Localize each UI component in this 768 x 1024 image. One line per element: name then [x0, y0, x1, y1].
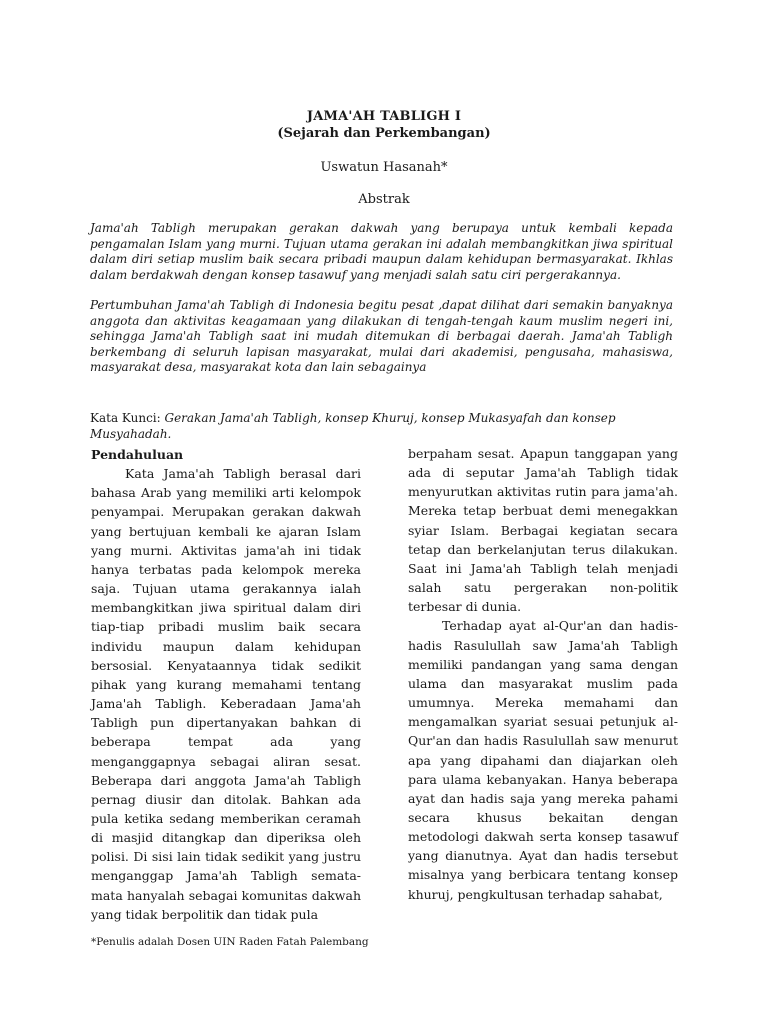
body-column-left — [91, 445, 361, 924]
body-column-right — [408, 444, 678, 904]
paper-subtitle: (Sejarah dan Perkembangan) — [277, 126, 491, 141]
keywords — [90, 410, 690, 442]
author-footnote: *Penulis adalah Dosen UIN Raden Fatah Palembang — [91, 936, 369, 948]
abstract-paragraph-2: Pertumbuhan Jama'ah Tabligh di Indonesia begitu pesat ,dapat dilihat dari semakin banyaknya anggota dan aktivitas keagamaan yang dilakukan di tengah-tengah kaum muslim negeri ini, sehingga Jama'ah Tabligh saat ini mudah ditemukan di berbagai daerah. Jama'ah Tabligh berkembang di seluruh lapisan masyarakat, mulai dari akademisi, pengusaha, mahasiswa, masyarakat desa, masyarakat kota dan lain sebagainya — [90, 298, 673, 374]
section-heading: Pendahuluan — [91, 447, 184, 462]
keywords-label: Kata Kunci: — [90, 411, 165, 425]
abstract-heading: Abstrak — [358, 192, 410, 207]
paper-title: JAMA'AH TABLIGH I — [306, 109, 462, 124]
author-name: Uswatun Hasanah* — [320, 160, 448, 175]
body-paragraph-left: Kata Jama'ah Tabligh berasal dari bahasa Arab yang memiliki arti kelompok penyampai. Merupakan gerakan dakwah yang bertujuan kembali ke ajaran Islam yang murni. Aktivitas jama'ah ini tidak hanya terbatas pada kelompok mereka saja. Tujuan utama gerakannya ialah membangkitkan jiwa spiritual dalam diri tiap-tiap pribadi muslim baik secara individu maupun dalam kehidupan bersosial. Kenyataannya tidak sedikit pihak yang kurang memahami tentang Jama'ah Tabligh. Keberadaan Jama'ah Tabligh pun dipertanyakan bahkan di beberapa tempat ada yang menganggapnya sebagai aliran sesat. Beberapa dari anggota Jama'ah Tabligh pernag diusir dan ditolak. Bahkan ada pula ketika sedang memberikan ceramah di masjid ditangkap dan diperiksa oleh polisi. Di sisi lain tidak sedikit yang justru menganggap Jama'ah Tabligh semata-mata hanyalah sebagai komunitas dakwah yang tidak berpolitik dan tidak pula — [91, 466, 361, 922]
body-paragraph-right-2: Terhadap ayat al-Qur'an dan hadis-hadis Rasulullah saw Jama'ah Tabligh memiliki pandangan yang sama dengan ulama dan masyarakat muslim pada umumnya. Mereka memahami dan mengamalkan syariat sesuai petunjuk al-Qur'an dan hadis Rasulullah saw menurut apa yang dipahami dan diajarkan oleh para ulama kebanyakan. Hanya beberapa ayat dan hadis saja yang mereka pahami secara khusus bekaitan dengan metodologi dakwah serta konsep tasawuf yang dianutnya. Ayat dan hadis tersebut misalnya yang berbicara tentang konsep khuruj, pengkultusan terhadap sahabat, — [408, 618, 678, 902]
body-paragraph-right-1: berpaham sesat. Apapun tanggapan yang ada di seputar Jama'ah Tabligh tidak menyurutkan aktivitas rutin para jama'ah. Mereka tetap berbuat demi menegakkan syiar Islam. Berbagai kegiatan secara tetap dan berkelanjutan terus dilakukan. Saat ini Jama'ah Tabligh telah menjadi salah satu pergerakan non-politik terbesar di dunia. — [408, 446, 678, 615]
keywords-values: Gerakan Jama'ah Tabligh, konsep Khuruj, konsep Mukasyafah dan konsep Musyahadah. — [90, 411, 616, 441]
abstract-paragraph-1: Jama'ah Tabligh merupakan gerakan dakwah yang berupaya untuk kembali kepada pengamalan Islam yang murni. Tujuan utama gerakan ini adalah membangkitkan jiwa spiritual dalam diri setiap muslim baik secara pribadi maupun dalam kehidupan bermasyarakat. Ikhlas dalam berdakwah dengan konsep tasawuf yang menjadi salah satu ciri pergerakannya. — [90, 221, 673, 282]
